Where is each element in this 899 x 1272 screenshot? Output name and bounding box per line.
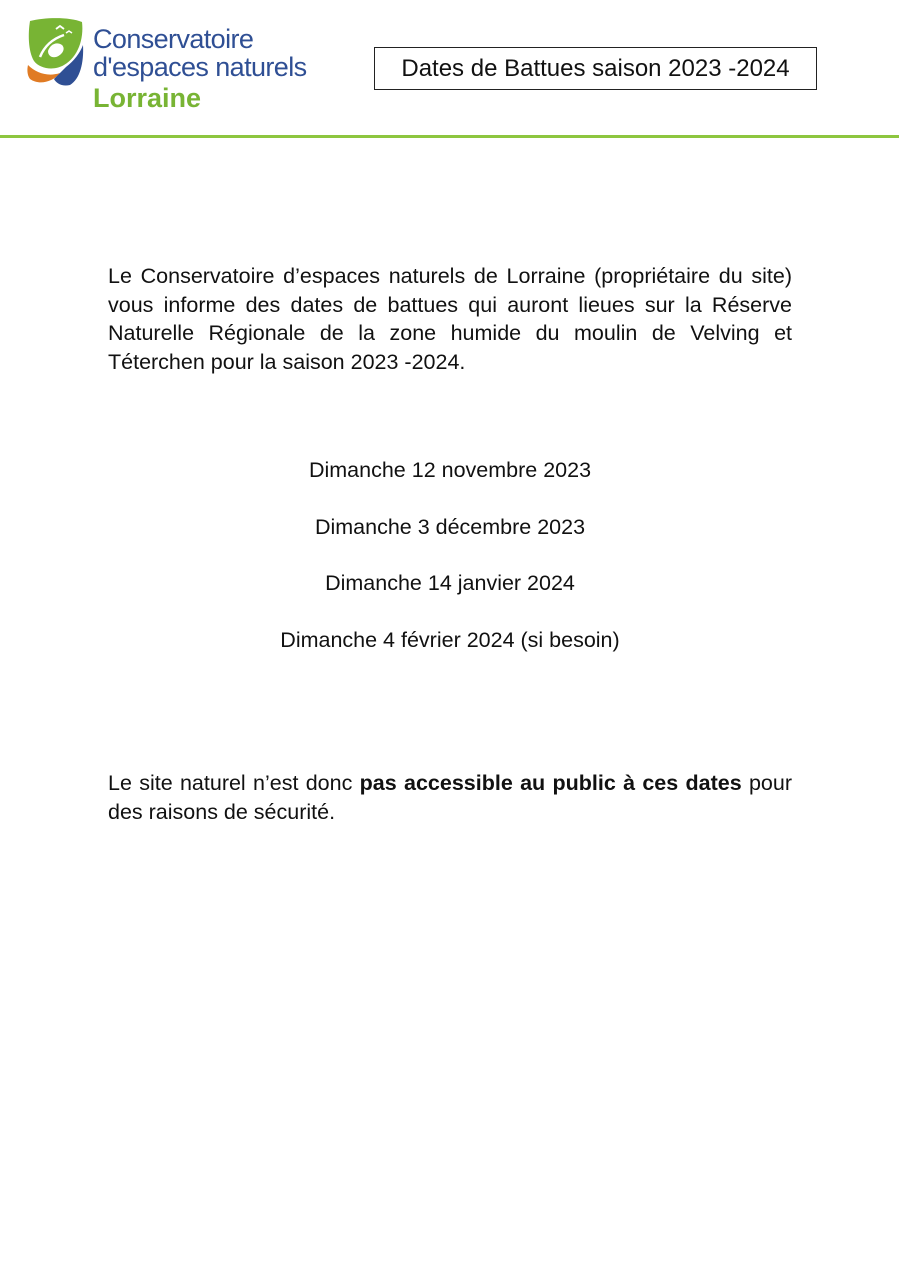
logo-line-conservatoire: Conservatoire	[93, 24, 254, 54]
closing-emphasis: pas accessible au public à ces dates	[359, 771, 742, 795]
closing-text-suffix: pour des raisons de sécurité.	[108, 771, 793, 824]
logo-line-lorraine: Lorraine	[93, 83, 202, 113]
conservatoire-logo-icon	[26, 17, 84, 87]
date-item: Dimanche 12 novembre 2023	[308, 458, 592, 482]
date-item: Dimanche 14 janvier 2024	[325, 571, 575, 595]
closing-text-prefix: Le site naturel n’est donc	[108, 771, 360, 795]
header-divider	[0, 135, 899, 138]
logo-line-espaces-naturels: d'espaces naturels	[93, 52, 307, 82]
closing-paragraph	[108, 769, 792, 826]
date-item: Dimanche 4 février 2024 (si besoin)	[280, 627, 620, 652]
document-title: Dates de Battues saison 2023 -2024	[374, 47, 817, 90]
organization-logo	[93, 26, 307, 112]
battue-dates-list	[108, 456, 792, 682]
date-item: Dimanche 3 décembre 2023	[314, 514, 586, 539]
intro-paragraph: Le Conservatoire d’espaces naturels de Lorraine (propriétaire du site) vous informe des dates de battues qui auront lieues sur la Réserve Naturelle Régionale de la zone humide du moulin de Velving et Téterchen pour la saison 2023 -2024.	[108, 264, 792, 374]
